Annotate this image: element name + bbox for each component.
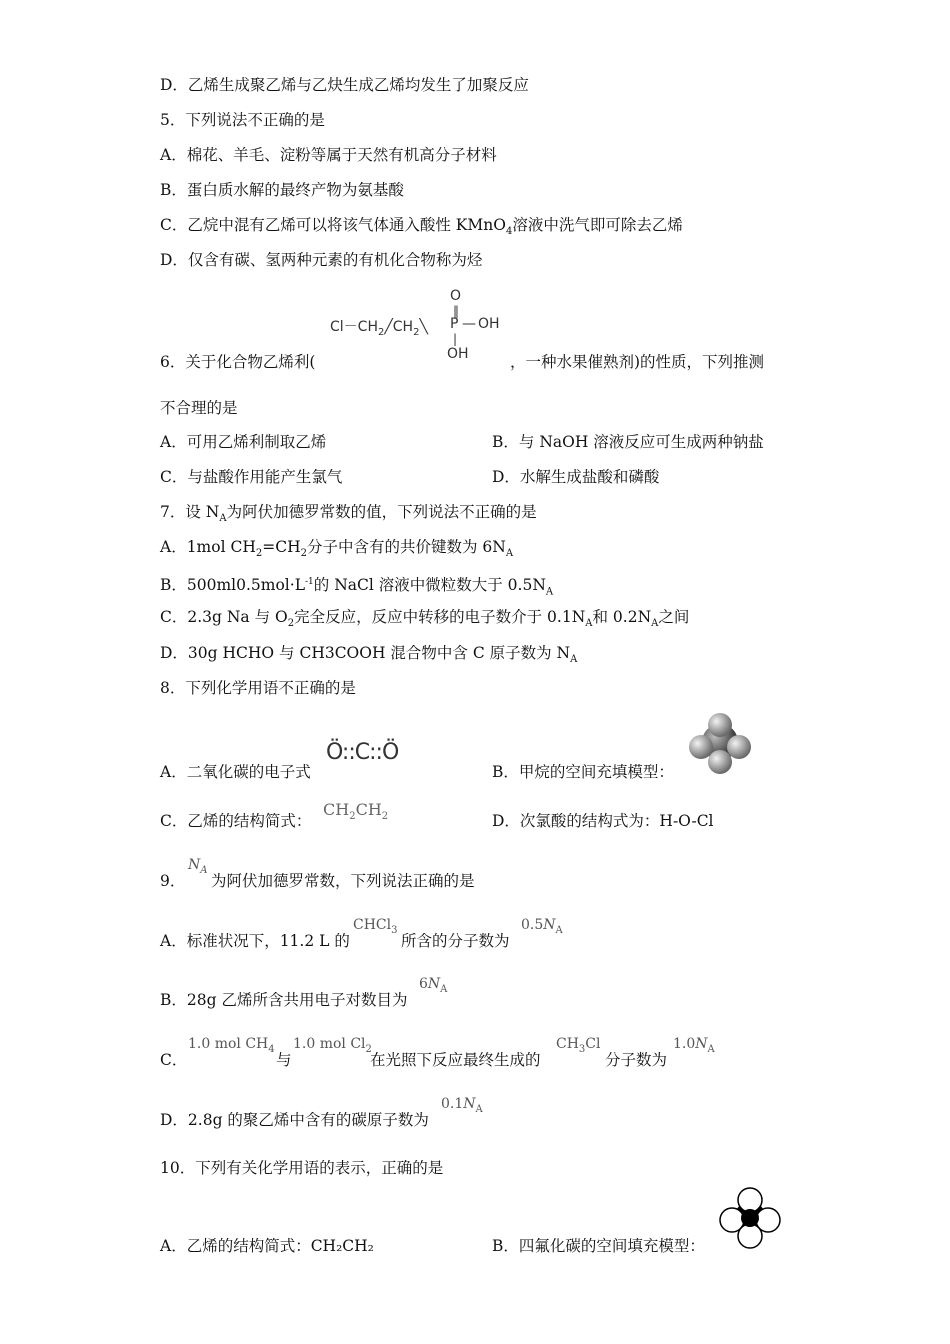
q9-stem-number: 9． [160, 872, 186, 890]
q9-option-c-ch3cl: $CH_3Cl$ [556, 1036, 601, 1055]
q7-option-d: D．30g HCHO 与 CH3COOH 混合物中含 C 原子数为 $N_A$ [160, 644, 578, 666]
formula-oh-right: OH [478, 316, 500, 332]
q9-option-a-prefix: A．标准状况下，11.2 L 的 [160, 932, 350, 950]
q8-option-b: B．甲烷的空间充填模型： [492, 763, 674, 781]
q7-stem: 7．设 $N_A$为阿伏加德罗常数的值，下列说法不正确的是 [160, 503, 537, 525]
q9-option-c-count: 分子数为 [605, 1051, 668, 1069]
formula-p: P [450, 316, 459, 332]
methane-space-filling-model [686, 712, 754, 776]
q6-stem-suffix: ，一种水果催熟剂)的性质，下列推测 [510, 353, 765, 371]
q9-option-c-ch4: 1.0 mol $CH_4$ [188, 1036, 275, 1055]
q8-option-a: A．二氧化碳的电子式 [160, 763, 311, 781]
q9-option-a-chcl3: CHCl$_3$ [353, 917, 398, 936]
q9-stem: 为阿伏加德罗常数，下列说法正确的是 [211, 872, 475, 890]
q8-option-c-formula: $CH_2CH_2$ [323, 800, 389, 823]
q8-option-c: C．乙烯的结构简式： [160, 812, 312, 830]
formula-chain: $Cl-CH_2╱CH_2╲$ [330, 319, 428, 338]
q7-option-c: C．2.3g Na 与 $O_2$完全反应，反应中转移的电子数介于 $0.1N_A$和 $0.2N_A$之间 [160, 608, 690, 630]
q9-option-c-and: 与 [276, 1051, 292, 1069]
q9-na-symbol: $N_A$ [188, 857, 208, 876]
q9-option-c-mid: 在光照下反应最终生成的 [370, 1051, 541, 1069]
single-bond-mark: | [453, 332, 458, 346]
q9-option-d-value: $0.1N_A$ [441, 1096, 483, 1115]
formula-o-top: O [450, 288, 462, 304]
q6-option-c: C．与盐酸作用能产生氯气 [160, 468, 343, 486]
q9-option-c-value: $1.0N_A$ [673, 1036, 715, 1055]
co2-electron-formula: Ö::C::Ö [326, 740, 399, 765]
q10-stem: 10．下列有关化学用语的表示，正确的是 [160, 1159, 444, 1177]
q6-option-d: D．水解生成盐酸和磷酸 [492, 468, 660, 486]
q7-option-a: A．1mol $CH_2=CH_2$分子中含有的共价键数为 $6N_A$ [160, 538, 514, 560]
q5-stem: 5．下列说法不正确的是 [160, 111, 325, 129]
q9-option-a-value: $0.5N_A$ [521, 917, 563, 936]
q7-option-b: B．$500ml0.5mol\cdot L^{-1}$的 NaCl 溶液中微粒数大于 $0.5N_A$ [160, 576, 554, 598]
q8-stem: 8．下列化学用语不正确的是 [160, 679, 356, 697]
cf4-space-filling-model [718, 1186, 782, 1250]
q9-option-b-prefix: B．28g 乙烯所含共用电子对数目为 [160, 991, 408, 1009]
q9-option-c-prefix: C． [160, 1051, 188, 1069]
q4-option-d: D．乙烯生成聚乙烯与乙炔生成乙烯均发生了加聚反应 [160, 76, 529, 94]
q6-stem-line2: 不合理的是 [160, 399, 238, 417]
q5-option-b: B．蛋白质水解的最终产物为氨基酸 [160, 181, 404, 199]
double-bond-mark: ‖ [453, 304, 459, 318]
q5-option-a: A．棉花、羊毛、淀粉等属于天然有机高分子材料 [160, 146, 497, 164]
q6-option-b: B．与 NaOH 溶液反应可生成两种钠盐 [492, 433, 764, 451]
ethephon-structure [330, 288, 510, 368]
q8-option-d: D．次氯酸的结构式为：H-O-Cl [492, 812, 714, 830]
q6-option-a: A．可用乙烯利制取乙烯 [160, 433, 327, 451]
q5-option-d: D．仅含有碳、氢两种元素的有机化合物称为烃 [160, 251, 483, 269]
q9-option-d-prefix: D．2.8g 的聚乙烯中含有的碳原子数为 [160, 1111, 429, 1129]
formula-dash: — [462, 316, 476, 332]
q5-option-c: C．乙烷中混有乙烯可以将该气体通入酸性 KMnO$_4$溶液中洗气即可除去乙烯 [160, 216, 683, 238]
q10-option-a: A．乙烯的结构简式：CH₂CH₂ [160, 1237, 374, 1255]
q10-option-b: B．四氟化碳的空间填充模型： [492, 1237, 705, 1255]
q9-option-b-value: $6N_A$ [419, 976, 448, 995]
q9-option-a-mid: 所含的分子数为 [401, 932, 510, 950]
q6-stem-prefix: 6．关于化合物乙烯利( [160, 353, 316, 371]
q9-option-c-cl2: 1.0 mol $Cl_2$ [293, 1036, 372, 1055]
formula-oh-bottom: OH [447, 346, 469, 362]
